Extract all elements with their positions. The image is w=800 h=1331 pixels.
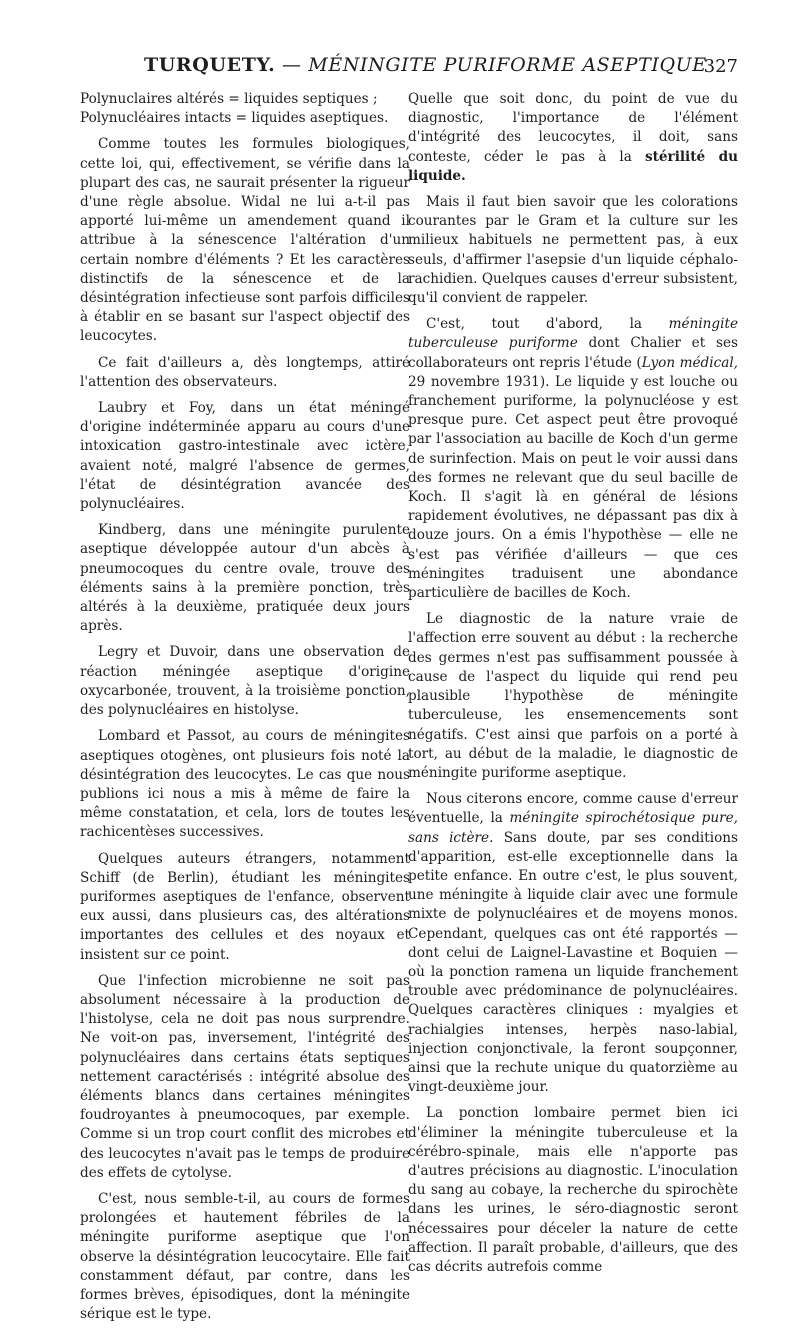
running-header	[88, 52, 748, 86]
running-title	[144, 54, 707, 76]
paragraph-microbial-infection: Que l'infection microbienne ne soit pas absolument nécessaire à la production de l'histolyse, cela ne doit pas nous surprendre. Ne voit-on pas, inversement, l'intégrité des polynucléaires dans certains états septiques nettement caractérisés : intégrité absolue des éléments blancs dans certaines méningites foudroyantes à pneumocoques, par exemple. Comme si un trop court conflit des microbes et des leucocytes n'avait pas le temps de produire des effets de cytolyse.	[80, 972, 410, 1181]
header-dash: —	[275, 54, 309, 76]
spirochetosis-term: méningite spirochétosique pure, sans ictère.	[408, 810, 738, 846]
sterility-emphasis: stérilité du liquide.	[408, 148, 738, 184]
paragraph-tuberculous	[408, 315, 738, 603]
formula-septic: Polynuclaires altérés = liquides septiques ;	[80, 91, 378, 107]
journal-citation: Lyon médical,	[641, 354, 738, 371]
paragraph-diagnostic-error: Le diagnostic de la nature vraie de l'affection erre souvent au début : la recherche des germes n'est pas suffisamment poussée à cause de l'aspect du liquide qui rend peu plausible l'hypothèse de méningite tuberculeuse, les ensemencements sont négatifs. C'est ainsi que parfois on a porté à tort, au début de la maladie, le diagnostic de méningite puriforme aseptique.	[408, 611, 738, 781]
tuberculous-text-1: dont Chalier et ses collaborateurs ont repris l'étude (	[408, 335, 738, 371]
paragraph-schiff: Quelques auteurs étrangers, notamment Schiff (de Berlin), étudiant les méningites puriformes aseptiques de l'enfance, observent eux aussi, dans plusieurs cas, des altérations importantes des cellules et des noyaux et insistent sur ce point.	[80, 850, 410, 963]
paragraph-observers: Ce fait d'ailleurs a, dès longtemps, attiré l'attention des observateurs.	[80, 354, 410, 390]
spirochetosis-intro: Nous citerons encore, comme cause d'erreur éventuelle, la	[408, 791, 738, 827]
header-author: TURQUETY.	[144, 54, 276, 76]
tuberculous-text-2: 29 novembre 1931). Le liquide y est louche ou franchement puriforme, la polynucléose y est presque pure. Cet aspect peut être provoqué par l'association au bacille de Koch d'un germe de surinfection. Mais on peut le voir aussi dans des formes ne relevant que du seul bacille de Koch. Il s'agit là en général de lésions rapidement évolutives, ne dépassant pas dix à douze jours. On a émis l'hypothèse — elle ne s'est pas vérifiée d'ailleurs — que ces méningites traduisent une abondance particulière de bacilles de Koch.	[408, 373, 738, 602]
paragraph-legry-duvoir: Legry et Duvoir, dans une observation de réaction méningée aseptique d'origine oxycarbonée, trouvent, à la troisième ponction, des polynucléaires en histolyse.	[80, 644, 410, 719]
sterility-text: Quelle que soit donc, du point de vue du diagnostic, l'importance de l'élément d'intégrité des leucocytes, il doit, sans conteste, céder le pas à la	[408, 91, 738, 165]
paragraph-laubry-foy: Laubry et Foy, dans un état méningé d'origine indéterminée apparu au cours d'une intoxication gastro-intestinale avec ictère, avaient noté, malgré l'absence de germes, l'état de désintégration avancée des polynucléaires.	[80, 400, 410, 513]
formula-aseptic: Polynucléaires intacts = liquides aseptiques.	[80, 110, 389, 127]
paragraph-kindberg: Kindberg, dans une méningite purulente aseptique développée autour d'un abcès à pneumocoques du centre ovale, trouve des éléments sains à la première ponction, très altérés à la deuxième, pratiquée deux jours après.	[80, 522, 410, 635]
paragraph-prolonged-forms: C'est, nous semble-t-il, au cours de formes prolongées et hautement fébriles de la méningite puriforme aseptique que l'on observe la désintégration leucocytaire. Elle fait constamment défaut, par contre, dans les formes brèves, épisodiques, dont la méningite sérique est le type.	[80, 1190, 410, 1323]
paragraph-widal: Comme toutes les formules biologiques, cette loi, qui, effectivement, se vérifie dans la plupart des cas, ne saurait présenter la rigueur d'une règle absolue. Widal ne lui a-t-il pas apporté lui-même un amendement quand il attribue à la sénescence l'altération d'un certain nombre d'éléments ? Et les caractères distinctifs de la sénescence et de la désintégration infectieuse sont parfois difficiles à établir en se basant sur l'aspect objectif des leucocytes.	[80, 136, 410, 345]
tuberculous-term: méningite tuberculeuse puriforme	[408, 316, 738, 352]
paragraph-lumbar-puncture: La ponction lombaire permet bien ici d'éliminer la méningite tuberculeuse et la cérébro-spinale, mais elle n'apporte pas d'autres précisions au diagnostic. L'inoculation du sang au cobaye, la recherche du spirochète dans les urines, le séro-diagnostic seront nécessaires pour déceler la nature de cette affection. Il paraît probable, d'ailleurs, que des cas décrits autrefois comme	[408, 1105, 738, 1275]
right-column	[408, 90, 738, 1284]
page-number: 327	[703, 56, 738, 77]
tuberculous-intro: C'est, tout d'abord, la	[426, 316, 669, 333]
paragraph-sterility	[408, 90, 738, 186]
header-article-title: MÉNINGITE PURIFORME ASEPTIQUE	[308, 54, 707, 76]
paragraph-spirochetosis	[408, 790, 738, 1097]
paragraph-gram-culture: Mais il faut bien savoir que les colorations courantes par le Gram et la culture sur les milieux habituels ne permettent pas, à eux seuls, d'affirmer l'asepsie d'un liquide céphalo-rachidien. Quelques causes d'erreur subsistent, qu'il convient de rappeler.	[408, 194, 738, 307]
spirochetosis-text: Sans doute, par ses conditions d'apparition, est-elle exceptionnelle dans la petite enfance. En outre c'est, le plus souvent, une méningite à liquide clair avec une formule mixte de polynucléaires et de moyens monos. Cependant, quelques cas ont été rapportés — dont celui de Laignel-Lavastine et Boquien — où la ponction ramena un liquide franchement trouble avec prédominance de polynucléaires. Quelques caractères cliniques : myalgies et rachialgies intenses, herpès naso-labial, injection conjonctivale, la feront soupçonner, ainsi que la rechute unique du quatorzième au vingt-deuxième jour.	[408, 829, 739, 1096]
paragraph-lombard-passot: Lombard et Passot, au cours de méningites aseptiques otogènes, ont plusieurs fois noté la désintégration des leucocytes. Le cas que nous publions ici nous a mis à même de faire la même constatation, et cela, lors de toutes les rachicentèses successives.	[80, 728, 410, 841]
left-column	[80, 90, 410, 1331]
